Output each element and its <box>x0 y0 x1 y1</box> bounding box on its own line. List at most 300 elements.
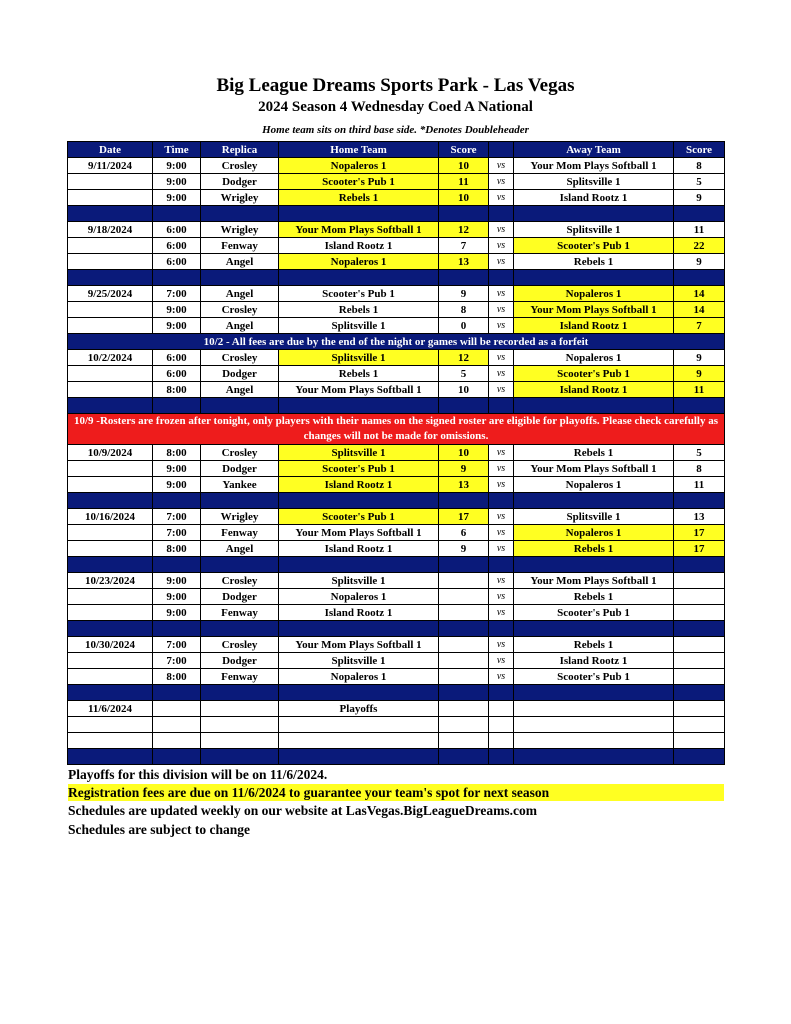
separator-cell <box>489 621 514 637</box>
week-separator-row <box>68 206 725 222</box>
away-team: Rebels 1 <box>514 254 674 270</box>
vs-label: vs <box>489 382 514 398</box>
game-field: Yankee <box>201 477 279 493</box>
home-score <box>439 669 489 685</box>
game-field: Dodger <box>201 366 279 382</box>
game-time: 6:00 <box>153 350 201 366</box>
game-row <box>68 477 725 493</box>
home-team: Splitsville 1 <box>279 318 439 334</box>
home-score: 9 <box>439 541 489 557</box>
separator-cell <box>439 398 489 414</box>
game-time: 9:00 <box>153 589 201 605</box>
home-team: Nopaleros 1 <box>279 669 439 685</box>
separator-cell <box>68 749 153 765</box>
away-team: Island Rootz 1 <box>514 190 674 206</box>
game-field: Angel <box>201 286 279 302</box>
away-score: 13 <box>674 509 725 525</box>
game-field: Wrigley <box>201 222 279 238</box>
away-team: Nopaleros 1 <box>514 350 674 366</box>
separator-cell <box>201 493 279 509</box>
game-time: 9:00 <box>153 318 201 334</box>
separator-cell <box>489 749 514 765</box>
away-score: 9 <box>674 190 725 206</box>
col-header-vs <box>489 142 514 158</box>
game-field <box>201 701 279 717</box>
away-score: 14 <box>674 286 725 302</box>
separator-cell <box>674 685 725 701</box>
game-time: 9:00 <box>153 461 201 477</box>
game-date: 10/30/2024 <box>68 637 153 653</box>
game-time: 6:00 <box>153 366 201 382</box>
away-score: 14 <box>674 302 725 318</box>
away-team <box>514 717 674 733</box>
separator-cell <box>153 557 201 573</box>
separator-cell <box>153 398 201 414</box>
schedule-header-row <box>68 142 725 158</box>
away-team <box>514 701 674 717</box>
home-score: 10 <box>439 445 489 461</box>
away-team: Nopaleros 1 <box>514 477 674 493</box>
separator-cell <box>489 685 514 701</box>
game-date: 9/11/2024 <box>68 158 153 174</box>
separator-cell <box>279 206 439 222</box>
game-date: 10/9/2024 <box>68 445 153 461</box>
game-row <box>68 589 725 605</box>
game-time: 7:00 <box>153 637 201 653</box>
game-field: Dodger <box>201 653 279 669</box>
game-date: 10/2/2024 <box>68 350 153 366</box>
separator-cell <box>153 621 201 637</box>
separator-cell <box>201 398 279 414</box>
separator-cell <box>674 557 725 573</box>
game-row <box>68 190 725 206</box>
col-header-away-score: Score <box>674 142 725 158</box>
game-date <box>68 461 153 477</box>
home-team: Playoffs <box>279 701 439 717</box>
roster-alert-row <box>68 414 725 445</box>
home-score <box>439 605 489 621</box>
away-score: 9 <box>674 366 725 382</box>
game-time <box>153 717 201 733</box>
game-row <box>68 445 725 461</box>
home-team: Scooter's Pub 1 <box>279 174 439 190</box>
away-team <box>514 733 674 749</box>
game-field <box>201 733 279 749</box>
separator-cell <box>489 557 514 573</box>
game-time: 6:00 <box>153 238 201 254</box>
game-row <box>68 637 725 653</box>
away-score: 7 <box>674 318 725 334</box>
separator-cell <box>201 270 279 286</box>
home-team: Rebels 1 <box>279 190 439 206</box>
separator-cell <box>489 270 514 286</box>
game-field: Crosley <box>201 350 279 366</box>
col-header-home-team: Home Team <box>279 142 439 158</box>
home-score <box>439 653 489 669</box>
separator-cell <box>439 493 489 509</box>
game-date <box>68 366 153 382</box>
game-row <box>68 605 725 621</box>
game-row <box>68 717 725 733</box>
game-row <box>68 174 725 190</box>
game-row <box>68 509 725 525</box>
separator-cell <box>489 493 514 509</box>
game-row <box>68 350 725 366</box>
away-score: 5 <box>674 174 725 190</box>
col-header-date: Date <box>68 142 153 158</box>
game-date <box>68 541 153 557</box>
game-field: Fenway <box>201 605 279 621</box>
away-score <box>674 701 725 717</box>
home-team: Scooter's Pub 1 <box>279 461 439 477</box>
separator-cell <box>674 398 725 414</box>
game-time: 9:00 <box>153 190 201 206</box>
away-team: Scooter's Pub 1 <box>514 669 674 685</box>
game-time <box>153 701 201 717</box>
away-score <box>674 589 725 605</box>
game-time: 7:00 <box>153 509 201 525</box>
away-team: Rebels 1 <box>514 541 674 557</box>
game-date <box>68 302 153 318</box>
separator-cell <box>439 557 489 573</box>
away-score: 8 <box>674 461 725 477</box>
col-header-replica: Replica <box>201 142 279 158</box>
col-header-home-score: Score <box>439 142 489 158</box>
away-team: Rebels 1 <box>514 589 674 605</box>
week-separator-row <box>68 749 725 765</box>
home-team <box>279 733 439 749</box>
away-team: Scooter's Pub 1 <box>514 605 674 621</box>
game-date <box>68 589 153 605</box>
game-time: 9:00 <box>153 158 201 174</box>
separator-cell <box>279 270 439 286</box>
game-date <box>68 174 153 190</box>
game-date <box>68 717 153 733</box>
footer-website-note: Schedules are updated weekly on our website at LasVegas.BigLeagueDreams.com <box>68 803 538 818</box>
vs-label: vs <box>489 637 514 653</box>
footer-playoffs-note: Playoffs for this division will be on 11/6/2024. <box>68 767 328 782</box>
col-header-time: Time <box>153 142 201 158</box>
home-score: 8 <box>439 302 489 318</box>
home-score: 12 <box>439 350 489 366</box>
game-field: Angel <box>201 318 279 334</box>
game-field: Dodger <box>201 174 279 190</box>
separator-cell <box>674 749 725 765</box>
game-time: 9:00 <box>153 477 201 493</box>
separator-cell <box>279 749 439 765</box>
separator-cell <box>439 621 489 637</box>
vs-label: vs <box>489 222 514 238</box>
away-team: Island Rootz 1 <box>514 382 674 398</box>
fee-notice-row <box>68 334 725 350</box>
separator-cell <box>674 621 725 637</box>
away-score: 17 <box>674 541 725 557</box>
game-field: Wrigley <box>201 190 279 206</box>
game-field <box>201 717 279 733</box>
separator-cell <box>489 206 514 222</box>
home-team: Scooter's Pub 1 <box>279 509 439 525</box>
vs-label <box>489 717 514 733</box>
vs-label: vs <box>489 445 514 461</box>
separator-cell <box>279 557 439 573</box>
home-team: Rebels 1 <box>279 302 439 318</box>
vs-label: vs <box>489 302 514 318</box>
vs-label: vs <box>489 525 514 541</box>
game-date <box>68 477 153 493</box>
footer-registration-note: Registration fees are due on 11/6/2024 to guarantee your team's spot for next season <box>68 784 724 801</box>
home-team: Your Mom Plays Softball 1 <box>279 222 439 238</box>
away-score: 11 <box>674 222 725 238</box>
game-date <box>68 318 153 334</box>
home-score <box>439 701 489 717</box>
week-separator-row <box>68 493 725 509</box>
game-date: 9/25/2024 <box>68 286 153 302</box>
away-team: Rebels 1 <box>514 445 674 461</box>
home-score: 9 <box>439 461 489 477</box>
separator-cell <box>674 206 725 222</box>
game-field: Fenway <box>201 669 279 685</box>
home-team: Splitsville 1 <box>279 653 439 669</box>
game-time: 6:00 <box>153 254 201 270</box>
home-team: Splitsville 1 <box>279 573 439 589</box>
vs-label: vs <box>489 254 514 270</box>
home-team: Island Rootz 1 <box>279 541 439 557</box>
game-field: Crosley <box>201 302 279 318</box>
separator-cell <box>153 493 201 509</box>
game-date <box>68 190 153 206</box>
home-team: Your Mom Plays Softball 1 <box>279 637 439 653</box>
home-team: Rebels 1 <box>279 366 439 382</box>
game-row <box>68 653 725 669</box>
away-team: Splitsville 1 <box>514 222 674 238</box>
vs-label: vs <box>489 366 514 382</box>
game-row <box>68 254 725 270</box>
game-time: 9:00 <box>153 573 201 589</box>
game-field: Angel <box>201 382 279 398</box>
game-row <box>68 318 725 334</box>
home-team: Island Rootz 1 <box>279 477 439 493</box>
separator-cell <box>674 270 725 286</box>
separator-cell <box>279 621 439 637</box>
vs-label: vs <box>489 190 514 206</box>
separator-cell <box>489 398 514 414</box>
separator-cell <box>674 493 725 509</box>
home-team: Nopaleros 1 <box>279 589 439 605</box>
away-team: Scooter's Pub 1 <box>514 238 674 254</box>
separator-cell <box>514 749 674 765</box>
separator-cell <box>514 270 674 286</box>
away-team: Island Rootz 1 <box>514 318 674 334</box>
game-row <box>68 158 725 174</box>
vs-label <box>489 733 514 749</box>
away-team: Rebels 1 <box>514 637 674 653</box>
separator-cell <box>153 270 201 286</box>
separator-cell <box>279 398 439 414</box>
game-date <box>68 525 153 541</box>
separator-cell <box>68 685 153 701</box>
week-separator-row <box>68 685 725 701</box>
week-separator-row <box>68 398 725 414</box>
separator-cell <box>514 398 674 414</box>
home-score: 10 <box>439 382 489 398</box>
game-time: 9:00 <box>153 302 201 318</box>
game-date <box>68 238 153 254</box>
away-score: 22 <box>674 238 725 254</box>
home-score: 11 <box>439 174 489 190</box>
away-score: 11 <box>674 382 725 398</box>
away-score <box>674 717 725 733</box>
schedule-body <box>68 158 725 765</box>
separator-cell <box>153 206 201 222</box>
separator-cell <box>201 206 279 222</box>
vs-label: vs <box>489 589 514 605</box>
game-date: 10/23/2024 <box>68 573 153 589</box>
separator-cell <box>439 685 489 701</box>
separator-cell <box>68 206 153 222</box>
separator-cell <box>68 493 153 509</box>
home-team: Splitsville 1 <box>279 445 439 461</box>
game-time: 9:00 <box>153 605 201 621</box>
vs-label: vs <box>489 318 514 334</box>
game-row <box>68 302 725 318</box>
game-time: 7:00 <box>153 286 201 302</box>
game-date <box>68 254 153 270</box>
away-team: Splitsville 1 <box>514 174 674 190</box>
game-field: Angel <box>201 254 279 270</box>
game-row <box>68 366 725 382</box>
game-row <box>68 286 725 302</box>
separator-cell <box>68 270 153 286</box>
vs-label: vs <box>489 461 514 477</box>
away-score: 9 <box>674 350 725 366</box>
game-row <box>68 382 725 398</box>
game-time: 8:00 <box>153 382 201 398</box>
away-team: Nopaleros 1 <box>514 525 674 541</box>
home-score: 6 <box>439 525 489 541</box>
vs-label: vs <box>489 653 514 669</box>
game-field: Crosley <box>201 158 279 174</box>
schedule-table <box>67 141 725 765</box>
separator-cell <box>514 493 674 509</box>
away-score: 17 <box>674 525 725 541</box>
away-team: Your Mom Plays Softball 1 <box>514 461 674 477</box>
away-team: Island Rootz 1 <box>514 653 674 669</box>
away-team: Your Mom Plays Softball 1 <box>514 573 674 589</box>
game-row <box>68 669 725 685</box>
page-subtitle: 2024 Season 4 Wednesday Coed A National <box>258 99 533 115</box>
game-field: Dodger <box>201 461 279 477</box>
game-time: 8:00 <box>153 445 201 461</box>
away-team: Your Mom Plays Softball 1 <box>514 158 674 174</box>
page-title: Big League Dreams Sports Park - Las Vegas <box>216 75 575 96</box>
fee-notice-text: 10/2 - All fees are due by the end of the night or games will be recorded as a forfeit <box>68 334 725 350</box>
vs-label: vs <box>489 605 514 621</box>
game-date <box>68 605 153 621</box>
vs-label: vs <box>489 541 514 557</box>
game-date: 10/16/2024 <box>68 509 153 525</box>
game-date <box>68 382 153 398</box>
game-date <box>68 669 153 685</box>
vs-label: vs <box>489 238 514 254</box>
game-field: Crosley <box>201 445 279 461</box>
vs-label: vs <box>489 350 514 366</box>
home-team: Scooter's Pub 1 <box>279 286 439 302</box>
game-row <box>68 541 725 557</box>
game-row <box>68 238 725 254</box>
separator-cell <box>201 749 279 765</box>
home-score <box>439 637 489 653</box>
game-field: Dodger <box>201 589 279 605</box>
vs-label: vs <box>489 573 514 589</box>
week-separator-row <box>68 621 725 637</box>
vs-label <box>489 701 514 717</box>
separator-cell <box>514 621 674 637</box>
game-row <box>68 733 725 749</box>
game-row <box>68 573 725 589</box>
vs-label: vs <box>489 509 514 525</box>
home-team: Nopaleros 1 <box>279 158 439 174</box>
separator-cell <box>68 557 153 573</box>
home-score: 10 <box>439 190 489 206</box>
home-team: Island Rootz 1 <box>279 238 439 254</box>
game-field: Fenway <box>201 238 279 254</box>
separator-cell <box>68 621 153 637</box>
home-score: 9 <box>439 286 489 302</box>
home-team: Island Rootz 1 <box>279 605 439 621</box>
away-score: 11 <box>674 477 725 493</box>
vs-label: vs <box>489 174 514 190</box>
game-date: 11/6/2024 <box>68 701 153 717</box>
game-row <box>68 525 725 541</box>
away-score <box>674 733 725 749</box>
vs-label: vs <box>489 477 514 493</box>
game-field: Crosley <box>201 637 279 653</box>
game-date: 9/18/2024 <box>68 222 153 238</box>
week-separator-row <box>68 557 725 573</box>
game-time: 9:00 <box>153 174 201 190</box>
separator-cell <box>439 206 489 222</box>
game-field: Crosley <box>201 573 279 589</box>
away-score: 8 <box>674 158 725 174</box>
away-score <box>674 637 725 653</box>
away-team: Your Mom Plays Softball 1 <box>514 302 674 318</box>
separator-cell <box>514 557 674 573</box>
game-time: 7:00 <box>153 525 201 541</box>
separator-cell <box>279 685 439 701</box>
home-team: Splitsville 1 <box>279 350 439 366</box>
away-team: Nopaleros 1 <box>514 286 674 302</box>
separator-cell <box>514 685 674 701</box>
home-score <box>439 717 489 733</box>
game-row <box>68 222 725 238</box>
separator-cell <box>439 270 489 286</box>
home-team: Your Mom Plays Softball 1 <box>279 525 439 541</box>
game-field: Wrigley <box>201 509 279 525</box>
home-score: 0 <box>439 318 489 334</box>
separator-cell <box>153 749 201 765</box>
away-score <box>674 669 725 685</box>
home-score <box>439 573 489 589</box>
schedule-note: Home team sits on third base side. *Denotes Doubleheader <box>262 124 529 136</box>
separator-cell <box>439 749 489 765</box>
separator-cell <box>68 398 153 414</box>
game-time: 7:00 <box>153 653 201 669</box>
separator-cell <box>201 685 279 701</box>
separator-cell <box>201 557 279 573</box>
home-team <box>279 717 439 733</box>
game-row <box>68 701 725 717</box>
game-row <box>68 461 725 477</box>
